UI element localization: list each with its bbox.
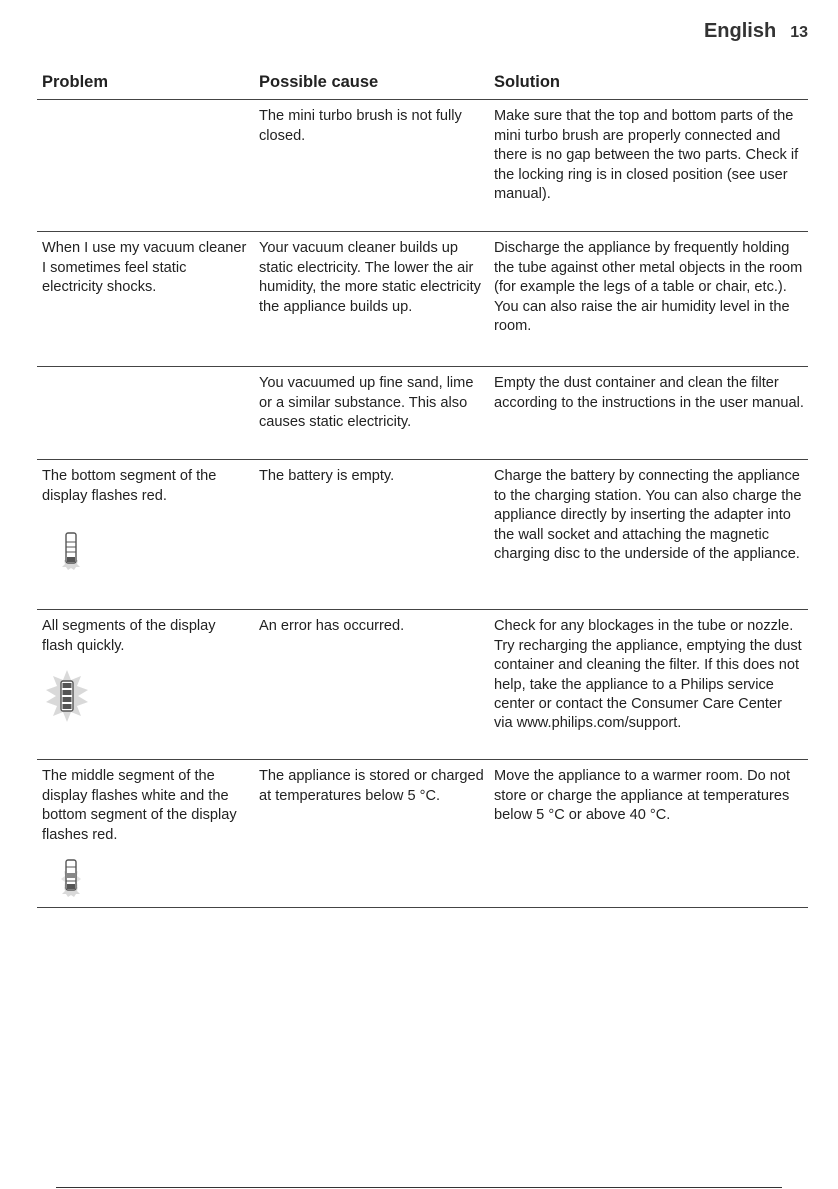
problem-text: The middle segment of the display flashes white and the bottom segment of the display flashes red. bbox=[42, 768, 237, 843]
language-label: English bbox=[703, 20, 777, 42]
column-header-problem: Problem bbox=[42, 73, 109, 91]
table-row bbox=[37, 100, 808, 232]
problem-cell bbox=[37, 100, 254, 231]
column-header-cause: Possible cause bbox=[259, 73, 379, 91]
problem-cell bbox=[37, 367, 254, 459]
page-number: 13 bbox=[790, 24, 808, 41]
table-row bbox=[37, 460, 808, 610]
problem-cell: When I use my vacuum cleaner I sometimes feel static electricity shocks. bbox=[42, 240, 247, 296]
solution-cell: Make sure that the top and bottom parts of the mini turbo brush are properly connected and there is no gap between the two parts. Check if the locking ring is in closed position (see user manual). bbox=[494, 108, 799, 203]
footer-rule bbox=[56, 1187, 782, 1188]
problem-cell-with-icon bbox=[37, 760, 254, 907]
problem-cell-with-icon bbox=[37, 460, 254, 609]
page-header bbox=[704, 20, 808, 43]
table-row bbox=[37, 367, 808, 460]
solution-cell: Move the appliance to a warmer room. Do not store or charge the appliance at temperatures below 5 °C or above 40 °C. bbox=[494, 768, 791, 824]
battery-bottom-flash-icon bbox=[50, 528, 92, 570]
cause-cell: The battery is empty. bbox=[259, 468, 395, 485]
column-header-solution: Solution bbox=[494, 73, 560, 91]
cause-cell: Your vacuum cleaner builds up static electricity. The lower the air humidity, the more static electricity the appliance builds up. bbox=[259, 240, 481, 315]
table-row bbox=[37, 760, 808, 908]
cause-cell: The appliance is stored or charged at temperatures below 5 °C. bbox=[259, 768, 484, 804]
troubleshooting-table bbox=[37, 70, 808, 908]
solution-cell: Check for any blockages in the tube or nozzle. Try recharging the appliance, emptying the dust container and cleaning the filter. If this does not help, take the appliance to a Philips service center or contact the Consumer Care Center via www.philips.com/support. bbox=[494, 618, 802, 732]
table-row bbox=[37, 232, 808, 367]
problem-cell-with-icon bbox=[37, 610, 254, 759]
solution-cell: Empty the dust container and clean the filter according to the instructions in the user manual. bbox=[494, 375, 804, 411]
battery-middle-bottom-flash-icon bbox=[50, 855, 92, 897]
problem-text: The bottom segment of the display flashes red. bbox=[42, 468, 217, 504]
problem-text: All segments of the display flash quickly. bbox=[42, 618, 216, 654]
cause-cell: You vacuumed up fine sand, lime or a similar substance. This also causes static electricity. bbox=[259, 375, 474, 431]
table-row bbox=[37, 610, 808, 760]
solution-cell: Discharge the appliance by frequently holding the tube against other metal objects in the room (for example the legs of a table or chair, etc.). You can also raise the air humidity level in the room. bbox=[494, 240, 803, 335]
battery-all-flash-icon bbox=[44, 668, 90, 724]
cause-cell: The mini turbo brush is not fully closed. bbox=[259, 108, 462, 144]
table-header-row bbox=[37, 70, 808, 100]
cause-cell: An error has occurred. bbox=[259, 618, 405, 635]
solution-cell: Charge the battery by connecting the appliance to the charging station. You can also charge the appliance directly by inserting the adapter into the wall socket and attaching the magnetic charging disc to the underside of the appliance. bbox=[494, 468, 802, 563]
